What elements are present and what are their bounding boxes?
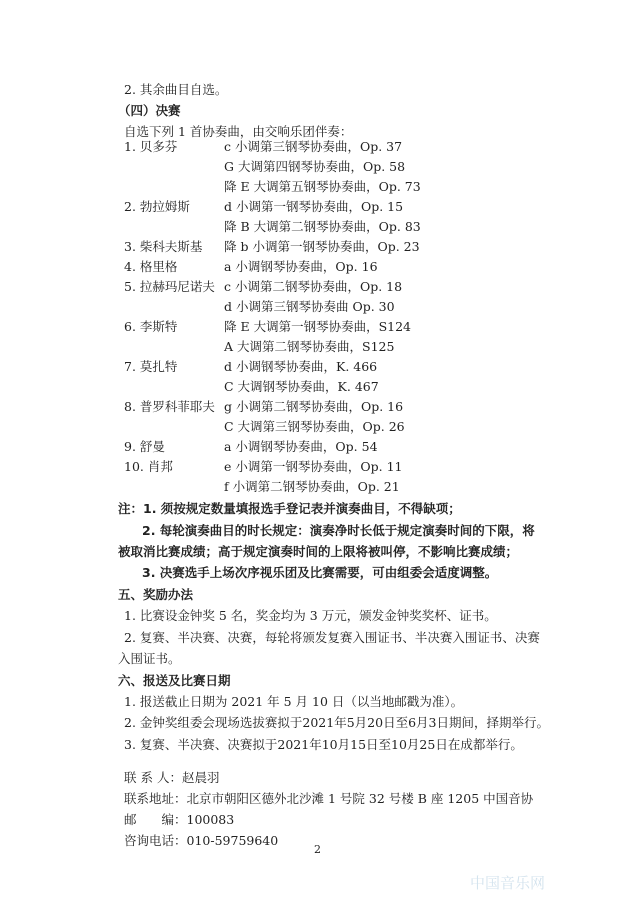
piece-row (124, 237, 484, 257)
composer: 9. 舒曼 (124, 439, 165, 454)
work: 降 B 大调第二钢琴协奏曲，Op. 83 (224, 219, 421, 234)
work: 降 b 小调第一钢琴协奏曲，Op. 23 (224, 239, 420, 254)
piece-row (124, 257, 484, 277)
page-number: 2 (314, 843, 321, 856)
contact-phone: 咨询电话：010-59759640 (124, 833, 279, 848)
section-6-item-2: 2. 金钟奖组委会现场选拔赛拟于2021年5月20日至6月3日期间，择期举行。 (124, 715, 549, 730)
work: e 小调第一钢琴协奏曲，Op. 11 (224, 459, 403, 474)
composer: 6. 李斯特 (124, 319, 178, 334)
work: g 小调第二钢琴协奏曲，Op. 16 (224, 399, 404, 414)
piece-row (124, 397, 484, 417)
composer: 3. 柴科夫斯基 (124, 239, 203, 254)
composer: 1. 贝多芬 (124, 139, 178, 154)
piece-row (124, 297, 484, 317)
work: c 小调第三钢琴协奏曲，Op. 37 (224, 139, 403, 154)
note-2-line-2: 被取消比赛成绩；高于规定演奏时间的上限将被叫停，不影响比赛成绩； (118, 544, 519, 559)
contact-postcode: 邮 编：100083 (124, 812, 235, 827)
work: 降 E 大调第五钢琴协奏曲，Op. 73 (224, 179, 421, 194)
piece-row (124, 437, 484, 457)
watermark: 中国音乐网 (470, 874, 546, 892)
piece-row (124, 217, 484, 237)
work: A 大调第二钢琴协奏曲，S125 (224, 339, 395, 354)
composer: 5. 拉赫玛尼诺夫 (124, 279, 215, 294)
work: C 大调第三钢琴协奏曲，Op. 26 (224, 419, 405, 434)
work: 降 E 大调第一钢琴协奏曲，S124 (224, 319, 411, 334)
work: d 小调钢琴协奏曲，K. 466 (224, 359, 378, 374)
piece-row (124, 137, 484, 157)
section-6-heading: 六、报送及比赛日期 (118, 673, 231, 688)
note-1: 注：1. 须按规定数量填报选手登记表并演奏曲目，不得缺项； (118, 501, 461, 516)
piece-row (124, 357, 484, 377)
work: a 小调钢琴协奏曲，Op. 16 (224, 259, 378, 274)
contact-person: 联 系 人：赵晨羽 (124, 770, 220, 785)
piece-row (124, 197, 484, 217)
note-2-line-1: 2. 每轮演奏曲目的时长规定：演奏净时长低于规定演奏时间的下限，将 (142, 523, 535, 538)
piece-row (124, 177, 484, 197)
piece-row (124, 457, 484, 477)
contact-address: 联系地址：北京市朝阳区德外北沙滩 1 号院 32 号楼 B 座 1205 中国音协 (124, 791, 534, 806)
top-line: 2. 其余曲目自选。 (124, 82, 228, 97)
work: c 小调第二钢琴协奏曲，Op. 18 (224, 279, 403, 294)
section-5-item-1: 1. 比赛设金钟奖 5 名，奖金均为 3 万元，颁发金钟奖奖杯、证书。 (124, 608, 497, 623)
work: a 小调钢琴协奏曲，Op. 54 (224, 439, 378, 454)
work: C 大调钢琴协奏曲，K. 467 (224, 379, 379, 394)
section-4-heading: （四）决赛 (118, 103, 181, 118)
piece-row (124, 377, 484, 397)
work: d 小调第三钢琴协奏曲 Op. 30 (224, 299, 395, 314)
piece-row (124, 277, 484, 297)
section-5-heading: 五、奖励办法 (118, 587, 194, 602)
section-6-item-3: 3. 复赛、半决赛、决赛拟于2021年10月15日至10月25日在成都举行。 (124, 737, 523, 752)
section-5-item-2-line-1: 2. 复赛、半决赛、决赛，每轮将颁发复赛入围证书、半决赛入围证书、决赛 (124, 630, 540, 645)
section-6-item-1: 1. 报送截止日期为 2021 年 5 月 10 日（以当地邮戳为准）。 (124, 694, 464, 709)
piece-row (124, 417, 484, 437)
section-5-item-2-line-2: 入围证书。 (118, 651, 181, 666)
work: d 小调第一钢琴协奏曲，Op. 15 (224, 199, 404, 214)
note-3: 3. 决赛选手上场次序视乐团及比赛需要，可由组委会适度调整。 (142, 565, 498, 580)
piece-row (124, 477, 484, 497)
piece-row (124, 337, 484, 357)
composer: 8. 普罗科菲耶夫 (124, 399, 215, 414)
composer: 2. 勃拉姆斯 (124, 199, 190, 214)
composer: 10. 肖邦 (124, 459, 173, 474)
section-4-intro: 自选下列 1 首协奏曲，由交响乐团伴奏： (124, 124, 353, 139)
composer: 7. 莫扎特 (124, 359, 178, 374)
work: f 小调第二钢琴协奏曲，Op. 21 (224, 479, 400, 494)
piece-row (124, 157, 484, 177)
work: G 大调第四钢琴协奏曲，Op. 58 (224, 159, 406, 174)
piece-row (124, 317, 484, 337)
composer: 4. 格里格 (124, 259, 178, 274)
